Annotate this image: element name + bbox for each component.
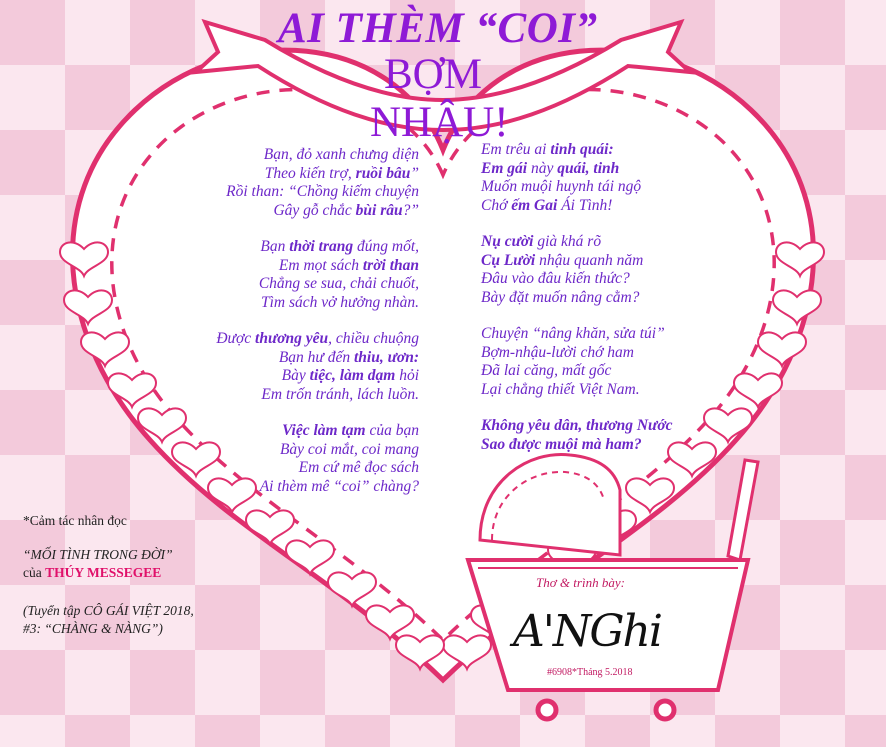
poem-stanza <box>216 330 419 404</box>
poem-emphasis: Nụ cười <box>481 233 534 250</box>
poem-line: Đã lai căng, mất gốc <box>481 362 612 379</box>
poem-line: Bày đặt muốn nâng cằm? <box>481 288 640 306</box>
title-line-2: BỢM <box>384 51 482 98</box>
poem-line: Em gái này quái, tinh <box>481 159 620 177</box>
poem-emphasis: thiu, ươn: <box>354 348 419 366</box>
poem-line: Chẳng se sua, chải chuốt, <box>258 275 419 292</box>
author-prefix: của <box>23 565 46 580</box>
poem-emphasis: ếm Gai <box>511 196 558 214</box>
poem-line: Nụ cười già khá rõ <box>481 233 602 250</box>
poem-stanza <box>481 141 673 215</box>
anthology-line-2: #3: “CHÀNG & NÀNG”) <box>23 621 163 636</box>
poem-line: Bạn thời trang đúng mốt, <box>260 238 419 255</box>
poem-emphasis: Sao được muội mà ham? <box>481 435 642 453</box>
title-line-3: NHẬU! <box>370 99 509 146</box>
poem-emphasis: thời trang <box>289 238 354 255</box>
poem-stanza <box>481 417 673 454</box>
poem-line: Việc làm tạm của bạn <box>282 422 419 439</box>
poem-emphasis: thương yêu <box>255 330 329 347</box>
work-title: “MỐI TÌNH TRONG ĐỜI” <box>23 547 173 562</box>
inspired-note: *Cảm tác nhân đọc <box>23 513 127 528</box>
poem-line: Bạn, đỏ xanh chưng diện <box>263 146 419 163</box>
poem-emphasis: quái, tinh <box>557 159 620 177</box>
poem-emphasis: ruồi bâu <box>355 164 411 182</box>
title-line-1: AI THÈM “COI” <box>278 5 598 52</box>
poem-stanza <box>481 233 673 307</box>
poem-line: Em trốn tránh, lách luồn. <box>261 385 419 403</box>
poem-line: Ai thèm mê “coi” chàng? <box>259 477 419 495</box>
poem-line: Bợm-nhậu-lười chớ ham <box>481 343 634 361</box>
poem-code-date: #6908*Tháng 5.2018 <box>547 667 633 678</box>
poem-right-column <box>481 141 673 472</box>
poem-emphasis: tinh quái: <box>550 141 614 158</box>
poem-line: Chớ ếm Gai Ái Tình! <box>481 196 613 214</box>
anthology-line-1: (Tuyển tập CÔ GÁI VIỆT 2018, <box>23 603 194 618</box>
author-line <box>23 565 161 581</box>
poem-line: Cụ Lười nhậu quanh năm <box>481 251 644 269</box>
poem-line: Em mọt sách trời than <box>278 256 419 274</box>
poem-line: Bạn hư đến thiu, ươn: <box>278 348 419 366</box>
poem-emphasis: bùi râu <box>355 201 403 219</box>
poem-line: Theo kiến trợ, ruồi bâu” <box>264 164 419 182</box>
poem-line: Gây gỗ chắc bùi râu?” <box>273 201 419 219</box>
poem-emphasis: trời than <box>362 256 419 274</box>
poem-line: Em trêu ai tinh quái: <box>481 141 614 158</box>
poem-stanza <box>216 146 419 220</box>
poem-line: Tìm sách vở hưởng nhàn. <box>260 293 419 311</box>
poem-line: Rồi than: “Chồng kiếm chuyện <box>226 183 419 200</box>
poem-line: Lại chẳng thiết Việt Nam. <box>481 380 640 398</box>
poem-line: Được thương yêu, chiều chuộng <box>216 330 419 347</box>
poem-emphasis: Việc làm tạm <box>282 422 366 439</box>
poem-line: Đâu vào đâu kiến thức? <box>481 270 630 287</box>
author-name: THÚY MESSEGEE <box>45 565 162 580</box>
poem-line: Bày tiệc, làm dạm hỏi <box>281 367 419 384</box>
poem-line <box>481 436 673 455</box>
poem-line: Chuyện “nâng khăn, sửa túi” <box>481 325 665 342</box>
poem-line: Bày coi mắt, coi mang <box>279 440 419 458</box>
poem-stanza <box>216 422 419 496</box>
poem-emphasis: Không yêu dân, thương Nước <box>481 417 673 434</box>
poem-emphasis: Cụ Lười <box>481 251 536 269</box>
poem-line: Em cứ mê đọc sách <box>298 459 419 476</box>
poem-emphasis: tiệc, làm dạm <box>309 367 396 384</box>
poem-line: Muốn muội huynh tái ngộ <box>481 178 642 195</box>
poem-line <box>481 417 673 436</box>
poet-credit-label: Thơ & trình bày: <box>536 575 625 590</box>
signature-name: A'NGhi <box>513 606 661 657</box>
poem-stanza <box>216 238 419 312</box>
poem-left-column <box>216 146 419 514</box>
poem-stanza <box>481 325 673 399</box>
poem-emphasis: Em gái <box>481 159 528 177</box>
